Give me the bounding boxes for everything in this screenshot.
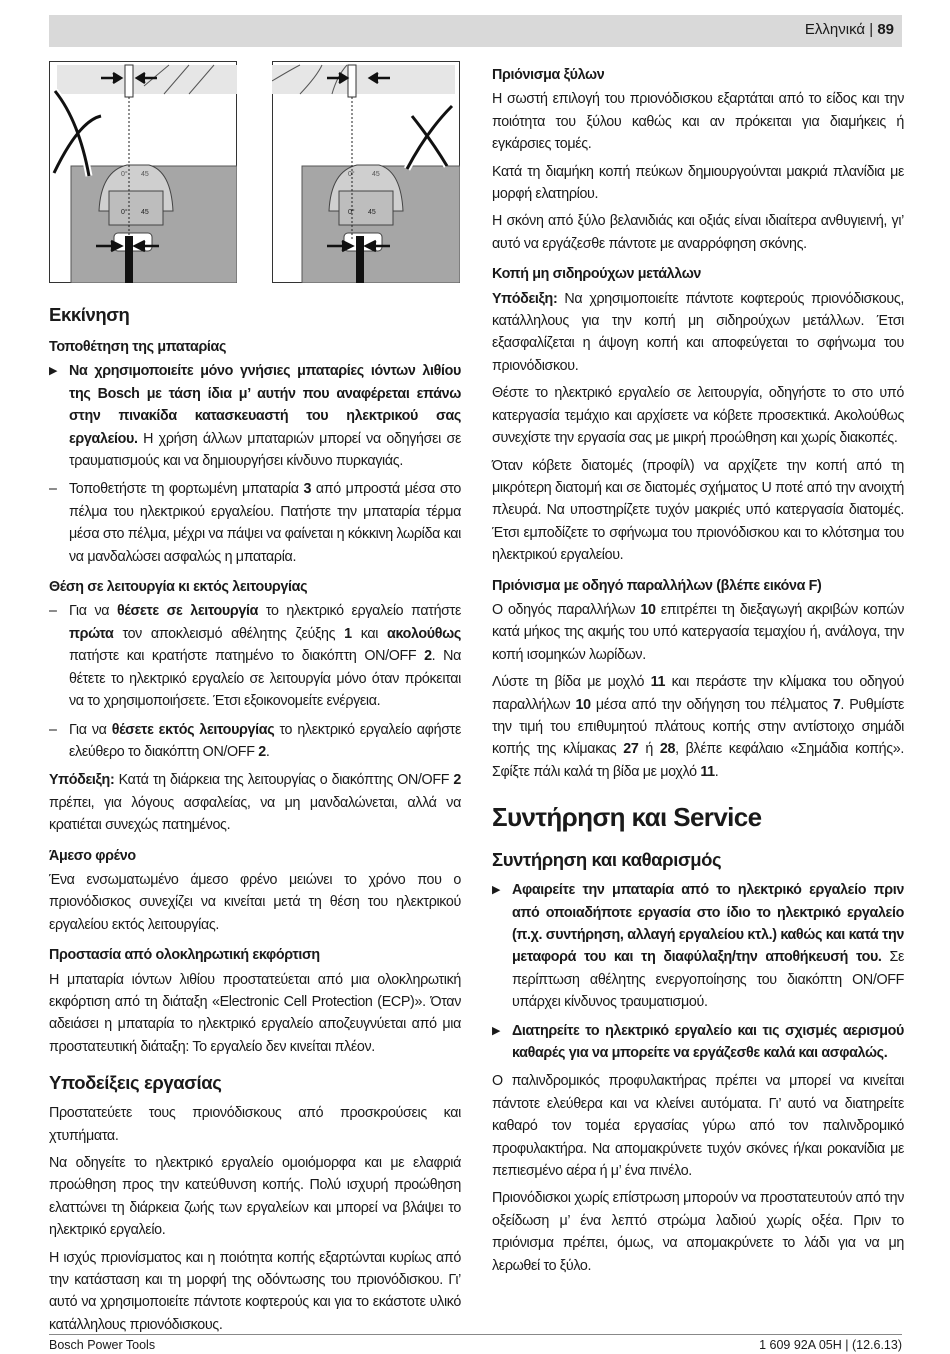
text: Η σωστή επιλογή του πριονόδισκου εξαρτάται από το είδος και την ποιότητα του ξύλου καθώς και αν πρόκειται για διαμήκεις ή εγκάρσιες τομές. <box>492 91 904 153</box>
bold-text: 2 <box>258 743 266 760</box>
text: Εκκίνηση <box>49 304 130 325</box>
text: Συντήρηση και καθαρισμός <box>492 849 722 871</box>
paragraph <box>492 1070 904 1182</box>
subsection-heading <box>492 575 904 597</box>
scale-label: 45 <box>141 171 149 178</box>
text: Η ισχύς πριονίσματος και η ποιότητα κοπής εξαρτώνται κυρίως από την κατάσταση και τη μορφή της οδόντωσης του πριονόδισκου. Γι’ αυτό να χρησιμοποιείτε πάντοτε κοφτερούς και για το εκάστοτε υλικό κατάλληλους πριονόδισκους. <box>49 1249 461 1333</box>
paragraph <box>492 161 904 206</box>
subsection-heading <box>49 845 461 867</box>
text: . Ρυθμίστε την τιμή του επιθυμητού πλάτους κοπής στην αντίστοιχο σημάδι κοπής της κλίμακας <box>492 696 904 758</box>
subsection-heading <box>492 64 904 86</box>
text: Κατά τη διαμήκη κοπή πεύκων δημιουργούνται μακριά πλανίδια με μορφή ελατηρίου. <box>492 163 904 203</box>
bold-text: πρώτα <box>69 625 114 642</box>
text: . Να θέτετε το ηλεκτρικό εργαλείο σε λειτουργία μόνο όταν πρόκειται να το χρησιμοποιήσετε. Έτσι εξοικονομείτε ενέργεια. <box>69 648 462 710</box>
text: Προστατεύετε τους πριονόδισκους από προσκρούσεις και χτυπήματα. <box>49 1105 461 1144</box>
paragraph <box>492 288 904 378</box>
instruction-step <box>49 478 461 568</box>
warning-bullet-item <box>492 879 904 1013</box>
paragraph <box>49 769 461 836</box>
instruction-step <box>49 600 461 712</box>
right-column <box>492 56 904 1282</box>
bold-text: 10 <box>575 696 591 713</box>
bold-text: 28 <box>659 741 676 758</box>
text: Η σκόνη από ξύλο βελανιδιάς και οξιάς είναι ιδιαίτερα ανθυγιεινή, γι’ αυτό να εργάζεσθε πάντοτε με αναρρόφηση σκόνης. <box>492 213 904 252</box>
text: Να οδηγείτε το ηλεκτρικό εργαλείο ομοιόμορφα και με ελαφριά προώθηση προς την κατεύθυνση κοπής. Πολύ ισχυρή προώθηση ελαττώνει τη διάρκεια ζωής των εργαλείων και μπορεί να βλάψει το ηλεκτρικό εργαλείο. <box>49 1155 461 1239</box>
paragraph <box>492 210 904 255</box>
text: και <box>351 625 388 642</box>
text: Κατά τη διάρκεια της λειτουργίας ο διακόπτης ON/OFF <box>114 772 454 789</box>
bold-text: ακολούθως <box>387 625 461 642</box>
dash-bullet-icon: – <box>49 481 57 498</box>
text: Η μπαταρία ιόντων λιθίου προστατεύεται από μια ολοκληρωτική εκφόρτιση από τη διάταξη «Electronic Cell Protection (ECP)». Όταν αδειάσει η μπαταρία το ηλεκτρικό εργαλείο αποζευγνύεται από μια προστατευτική διάταξη: Το εργαλείο δεν κινείται πλέον. <box>49 971 461 1055</box>
text: Υποδείξεις εργασίας <box>49 1072 222 1094</box>
text: , βλέπε κεφάλαιο «Σημάδια κοπής». Σφίξτε πάλι καλά τη βίδα με μοχλό <box>492 741 904 780</box>
paragraph <box>492 1187 904 1277</box>
text: Για να <box>69 603 117 620</box>
subsection-heading <box>49 944 461 966</box>
footer-docref: 1 609 92A 05H | (12.6.13) <box>759 1338 902 1352</box>
text: Να χρησιμοποιείτε πάντοτε κοφτερούς πριονόδισκους, κατάλληλους για την κοπή μη σιδηρούχων μετάλλων. Έτσι εξασφαλίζεται η άψογη κοπή και αποφεύγεται το σφήνωμα του πριονόδισκου. <box>492 290 904 374</box>
figure-wrong-alignment-left <box>49 61 237 283</box>
scale-label: 0° <box>121 209 128 216</box>
text: πατήστε και κρατήστε πατημένο το διακόπτη ON/OFF <box>69 648 425 665</box>
scale-label: 45 <box>372 171 380 178</box>
text: Τοποθετήστε τη φορτωμένη μπαταρία <box>69 481 304 498</box>
text: Θέστε το ηλεκτρικό εργαλείο σε λειτουργία, οδηγήστε το στο υπό κατεργασία τεμάχιο και αρχίσετε να κόβετε προσεκτικά. Ακολούθως συνεχίστε την εργασία σας με μικρή προώθηση και χωρίς διακοπές. <box>492 385 904 447</box>
paragraph <box>492 382 904 449</box>
bold-text: 27 <box>623 741 639 758</box>
text: Ένα ενσωματωμένο άμεσο φρένο μειώνει το χρόνο που ο πριονόδισκος συνεχίζει να κινείται μετά τη θέση του ηλεκτρικού εργαλείου εκτός λειτουργίας. <box>49 871 461 933</box>
subsection-heading <box>49 576 461 598</box>
text: Πριονόδισκοι χωρίς επίστρωση μπορούν να προστατευτούν από την οξείδωση μ’ ένα λεπτό στρώμα λαδιού χωρίς οξέα. Πριν το πριόνισμα πρέπει, όμως, να απομακρύνετε το λάδι για να μη λερωθεί το ξύλο. <box>492 1190 904 1274</box>
page-number: 89 <box>877 21 894 38</box>
text: Όταν κόβετε διατομές (προφίλ) να αρχίζετε την κοπή από τη μικρότερη διατομή και σε διατομές σχήματος U ποτέ από την ανοιχτή πλευρά. Να υποστηρίζετε τυχόν μακριές υπό κατεργασία διατομές. Έτσι εμποδίζετε το σφήνωμα του πριονόδισκου και το κλότσημα του ηλεκτρικού εργαλείου. <box>492 457 904 564</box>
bold-text: 3 <box>303 481 312 498</box>
bold-text: Διατηρείτε το ηλεκτρικό εργαλείο και τις σχισμές αερισμού καθαρές για να μπορείτε να εργάζεσθε καλά και ασφαλώς. <box>512 1022 904 1062</box>
language-label: Ελληνικά <box>804 21 866 38</box>
text: το ηλεκτρικό εργαλείο πατήστε <box>258 603 461 620</box>
page-header-bar <box>49 15 902 47</box>
bold-text: Αφαιρείτε την μπαταρία από το ηλεκτρικό εργαλείο πριν από οποιαδήποτε εργασία στο ίδιο το ηλεκτρικό εργαλείο (π.χ. συντήρηση, αλλαγή εργαλείου κτλ.) καθώς και κατά την μεταφορά του και τη διαφύλαξη/την αποθήκευσή του. <box>512 882 904 966</box>
paragraph <box>49 869 461 936</box>
bold-text: 7 <box>832 696 841 713</box>
paragraph <box>492 88 904 155</box>
figure-wrong-alignment-right <box>272 61 460 283</box>
bold-text: 2 <box>453 772 461 789</box>
footer-divider <box>49 1334 902 1335</box>
instruction-step <box>49 719 461 764</box>
text: πρέπει, για λόγους ασφαλείας, να μη μανδαλώνεται, αλλά να κρατιέται συνεχώς πατημένος. <box>49 794 461 834</box>
paragraph <box>492 671 904 783</box>
paragraph <box>49 1102 461 1147</box>
text: . <box>265 743 270 760</box>
text: από μπροστά μέσα στο πέλμα του ηλεκτρικού εργαλείου. Πατήστε την μπαταρία τέρμα μέσα στο πέλμα, μέχρι να πάψει να φαίνεται η κόκκινη λωρίδα και να μανδαλώσει ασφαλώς η μπαταρία. <box>69 481 461 565</box>
warning-bullet-item <box>492 1020 904 1065</box>
warning-bullet-item <box>49 360 461 472</box>
section-heading <box>49 302 461 328</box>
page-header <box>805 21 894 38</box>
scale-label: 45 <box>141 209 149 216</box>
paragraph <box>49 1247 461 1337</box>
section-heading <box>492 847 904 873</box>
subsection-heading <box>49 336 461 358</box>
paragraph <box>492 599 904 666</box>
section-title <box>492 801 904 833</box>
text: Ο οδηγός παραλλήλων <box>492 601 641 618</box>
text: Θέση σε λειτουργία κι εκτός λειτουργίας <box>49 579 308 596</box>
text: Συντήρηση και Service <box>492 802 762 833</box>
triangle-bullet-icon: ▶ <box>49 365 58 378</box>
text: Σε περίπτωση αθέλητης ενεργοποίησης του διακόπτη ON/OFF υπάρχει κίνδυνος τραυματισμού. <box>512 949 904 1011</box>
text: το ηλεκτρικό εργαλείο αφήστε ελεύθερο το διακόπτη ON/OFF <box>69 721 462 760</box>
text: ή <box>638 741 660 758</box>
bold-text: Υπόδειξη: <box>49 772 115 789</box>
text: επιτρέπει τη διεξαγωγή ακριβών κοπών κατά μήκος της ακμής του υπό κατεργασία τεμαχίου ή, ανάλογα, την κοπή ισομηκών λωρίδων. <box>492 601 904 663</box>
bold-text: θέσετε σε λειτουργία <box>116 603 259 620</box>
text: Τοποθέτηση της μπαταρίας <box>49 339 227 355</box>
bold-text: 11 <box>700 763 715 780</box>
dash-bullet-icon: – <box>49 603 57 620</box>
paragraph <box>492 455 904 567</box>
paragraph <box>49 1152 461 1242</box>
text: . <box>714 763 719 780</box>
bold-text: 1 <box>344 625 352 642</box>
scale-label: 0° <box>348 171 355 178</box>
text: Προστασία από ολοκληρωτική εκφόρτιση <box>49 947 320 964</box>
scale-label: 0° <box>121 171 128 178</box>
text: και περάστε την κλίμακα του οδηγού παραλλήλων <box>492 674 904 713</box>
text: Η χρήση άλλων μπαταριών μπορεί να οδηγήσει σε τραυματισμούς και να δημιουργήσει κίνδυνο πυρκαγιάς. <box>69 430 461 470</box>
bold-text: 10 <box>640 601 656 618</box>
section-heading <box>49 1070 461 1096</box>
text: Πριόνισμα ξύλων <box>492 67 605 83</box>
dash-bullet-icon: – <box>49 721 57 738</box>
text: τον αποκλεισμό αθέλητης ζεύξης <box>113 625 345 642</box>
bold-text: θέσετε εκτός λειτουργίας <box>111 721 275 738</box>
text: Για να <box>69 721 112 738</box>
header-separator: | <box>865 21 878 38</box>
subsection-heading <box>492 263 904 285</box>
text: Κοπή μη σιδηρούχων μετάλλων <box>492 266 702 283</box>
text: μέσα από την οδήγηση του πέλματος <box>590 696 833 713</box>
footer-brand: Bosch Power Tools <box>49 1338 156 1352</box>
text: Πριόνισμα με οδηγό παραλλήλων (βλέπε εικόνα F) <box>492 577 822 594</box>
left-column <box>49 290 461 1341</box>
text: Άμεσο φρένο <box>49 847 136 864</box>
bold-text: Να χρησιμοποιείτε μόνο γνήσιες μπαταρίες ιόντων λιθίου της Bosch με τάση ίδια μ’ αυτήν που αναφέρεται επάνω στην πινακίδα κατασκευαστή του ηλεκτρικού σας εργαλείου. <box>69 363 461 447</box>
text: Λύστε τη βίδα με μοχλό <box>492 674 651 691</box>
triangle-bullet-icon: ▶ <box>492 884 501 897</box>
text: Ο παλινδρομικός προφυλακτήρας πρέπει να μπορεί να κινείται πάντοτε ελεύθερα και να κλείνει αυτόματα. Γι’ αυτό να διατηρείτε καθαρό τον τομέα εργασίας γύρω από τον παλινδρομικό προφυλακτήρα. Να απομακρύνετε τυχόν σκόνες ή/και ροκανίδια με πεπιεσμένο αέρα ή μ’ ένα πινέλο. <box>492 1073 904 1180</box>
paragraph <box>49 969 461 1059</box>
bold-text: Υπόδειξη: <box>492 290 558 307</box>
scale-label: 0° <box>348 209 355 216</box>
bold-text: 2 <box>424 648 432 665</box>
triangle-bullet-icon: ▶ <box>492 1024 501 1037</box>
scale-label: 45 <box>368 209 376 216</box>
bold-text: 11 <box>650 674 666 691</box>
